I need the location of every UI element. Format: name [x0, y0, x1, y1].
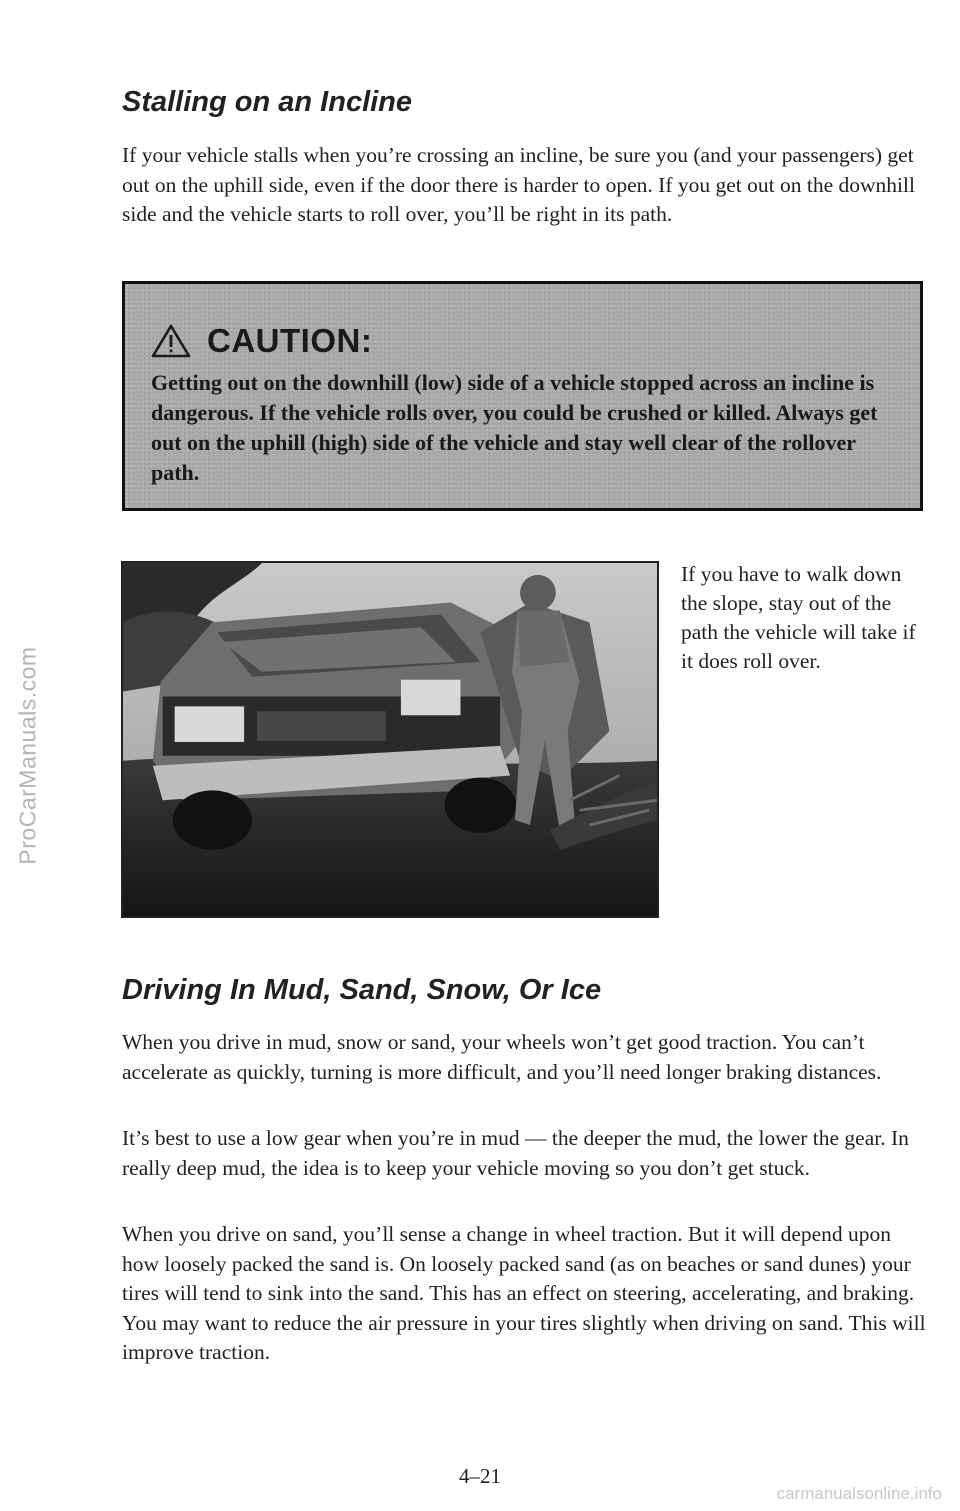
section-heading-driving-mud: Driving In Mud, Sand, Snow, Or Ice	[122, 974, 602, 1006]
vehicle-incline-photo	[121, 561, 659, 918]
photo-illustration	[123, 563, 657, 916]
stalling-paragraph: If your vehicle stalls when you’re crossing an incline, be sure you (and your passengers) get out on the uphill side, even if the door there is harder to open. If you get out on the downhill side and the vehicle starts to roll over, you’ll be right in its path.	[122, 143, 915, 226]
side-watermark	[0, 0, 56, 1511]
warning-triangle-icon	[151, 324, 191, 358]
caution-title: CAUTION:	[207, 322, 373, 359]
caution-box	[122, 281, 923, 511]
page-number: 4–21	[459, 1464, 501, 1488]
walk-down-slope-text: If you have to walk down the slope, stay out of the path the vehicle will take if it does roll over.	[681, 562, 916, 673]
caution-body: Getting out on the downhill (low) side of a vehicle stopped across an incline is dangerous. If the vehicle rolls over, you could be crushed or killed. Always get out on the uphill (high) side of the vehicle and stay well clear of the rollover path.	[151, 370, 878, 485]
section-heading-stalling: Stalling on an Incline	[122, 86, 413, 118]
mud-paragraph-1: When you drive in mud, snow or sand, your wheels won’t get good traction. You can’t accelerate as quickly, turning is more difficult, and you’ll need longer braking distances.	[122, 1030, 882, 1084]
bottom-watermark: carmanualsonline.info	[776, 1484, 942, 1503]
caution-header	[151, 322, 372, 360]
side-watermark-text: ProCarManuals.com	[14, 646, 41, 865]
mud-paragraph-2: It’s best to use a low gear when you’re in mud — the deeper the mud, the lower the gear. In really deep mud, the idea is to keep your vehicle moving so you don’t get stuck.	[122, 1126, 909, 1180]
sand-paragraph: When you drive on sand, you’ll sense a change in wheel traction. But it will depend upon how loosely packed the sand is. On loosely packed sand (as on beaches or sand dunes) your tires will tend to sink into the sand. This has an effect on steering, accelerating, and braking. You may want to reduce the air pressure in your tires slightly when driving on sand. This will improve traction.	[122, 1222, 926, 1364]
